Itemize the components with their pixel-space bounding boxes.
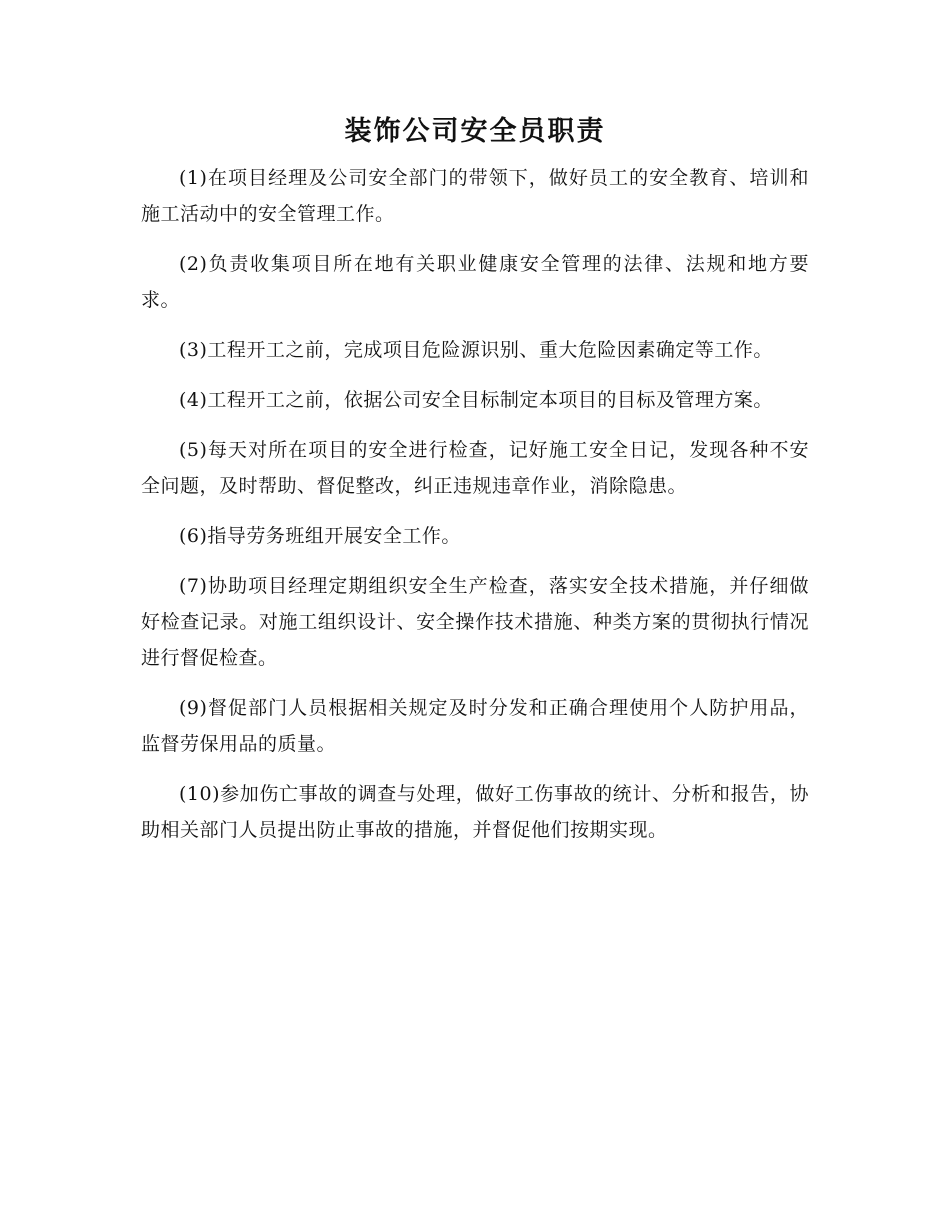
paragraph-10: (10)参加伤亡事故的调查与处理，做好工伤事故的统计、分析和报告，协助相关部门人员提出防止事故的措施，并督促他们按期实现。 <box>141 783 809 841</box>
paragraph-5: (5)每天对所在项目的安全进行检查，记好施工安全日记，发现各种不安全问题，及时帮助、督促整改，纠正违规违章作业，消除隐患。 <box>141 439 809 497</box>
document-page <box>141 110 809 862</box>
paragraph-6: (6)指导劳务班组开展安全工作。 <box>179 525 461 547</box>
paragraph-9: (9)督促部门人员根据相关规定及时分发和正确合理使用个人防护用品，监督劳保用品的质量。 <box>141 697 809 755</box>
paragraph-3: (3)工程开工之前，完成项目危险源识别、重大危险因素确定等工作。 <box>179 339 773 361</box>
paragraph-1: (1)在项目经理及公司安全部门的带领下，做好员工的安全教育、培训和施工活动中的安全管理工作。 <box>141 167 809 225</box>
paragraph-4: (4)工程开工之前，依据公司安全目标制定本项目的目标及管理方案。 <box>179 389 773 411</box>
paragraph-7: (7)协助项目经理定期组织安全生产检查，落实安全技术措施，并仔细做好检查记录。对施工组织设计、安全操作技术措施、种类方案的贯彻执行情况进行督促检查。 <box>141 575 809 669</box>
document-title: 装饰公司安全员职责 <box>344 116 606 147</box>
paragraph-2: (2)负责收集项目所在地有关职业健康安全管理的法律、法规和地方要求。 <box>141 253 809 311</box>
